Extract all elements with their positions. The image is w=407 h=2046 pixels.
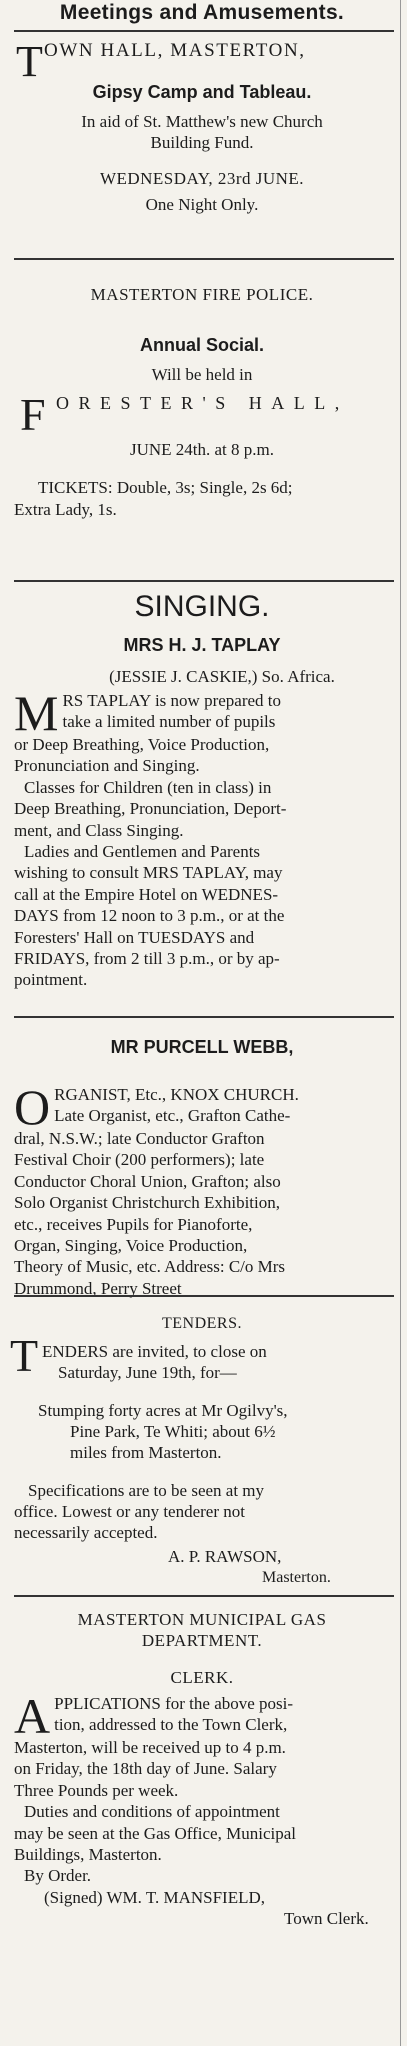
tickets-line: TICKETS: Double, 3s; Single, 2s 6d; [38,478,293,497]
ad-body [14,1688,394,1930]
tickets-line: Extra Lady, 1s. [14,500,117,519]
venue-line: ORESTER'S HALL, [56,393,349,413]
body-line: pointment. [14,970,88,990]
event-title: Gipsy Camp and Tableau. [92,82,312,102]
venue-line: OWN HALL, MASTERTON, [44,40,306,61]
body-line: Theory of Music, etc. Address: C/o Mrs [14,1257,286,1277]
signature-name: A. P. RAWSON, [168,1547,282,1566]
drop-cap: T [10,1330,39,1381]
body-line: Pronunciation and Singing. [14,756,200,776]
body-line: wishing to consult MRS TAPLAY, may [14,863,283,883]
divider [14,30,394,32]
aid-line: In aid of St. Matthew's new Church [81,112,323,131]
body-line: take a limited number of pupils [62,712,276,732]
divider [14,1595,394,1597]
body-line: Classes for Children (ten in class) in [24,777,272,797]
body-line: dral, N.S.W.; late Conductor Grafton [14,1129,265,1148]
ad-heading: SINGING. [134,590,270,623]
drop-cap: T [16,37,43,86]
tender-item: Stumping forty acres at Mr Ogilvy's, [38,1401,288,1420]
teacher-origin: (JESSIE J. CASKIE,) So. Africa. [109,667,335,686]
department-heading: DEPARTMENT. [141,1631,263,1650]
spec-line: office. Lowest or any tenderer not [14,1502,245,1521]
body-line: Festival Choir (200 performers); late [14,1150,265,1170]
signature-line: (Signed) WM. T. MANSFIELD, [44,1887,265,1907]
drop-cap: O [14,1079,51,1135]
event-date: WEDNESDAY, 23rd JUNE. [99,169,305,188]
department-heading: MASTERTON MUNICIPAL GAS [77,1610,327,1629]
teacher-name: MRS H. J. TAPLAY [123,635,281,655]
body-line: Deep Breathing, Pronunciation, Deport- [14,799,287,819]
body-line: Late Organist, etc., Grafton Cathe- [54,1106,291,1126]
body-line: may be seen at the Gas Office, Municipal [14,1823,296,1843]
body-line: Saturday, June 19th, for— [58,1363,237,1382]
body-line: Three Pounds per week. [14,1780,179,1800]
body-line: Foresters' Hall on TUESDAYS and [14,927,255,947]
body-line: on Friday, the 18th day of June. Salary [14,1759,277,1779]
body-line: Conductor Choral Union, Grafton; also [14,1171,281,1191]
aid-line: Building Fund. [150,133,254,152]
body-line: DAYS from 12 noon to 3 p.m., or at the [14,906,285,926]
organisation: MASTERTON FIRE POLICE. [90,285,314,304]
tender-item: Pine Park, Te Whiti; about 6½ [70,1422,276,1441]
body-line: FRIDAYS, from 2 till 3 p.m., or by ap- [14,949,280,969]
drop-cap: M [14,685,59,741]
body-line: tion, addressed to the Town Clerk, [54,1715,288,1735]
ad-body [14,1079,394,1299]
body-line: Drummond, Perry Street [14,1278,182,1298]
teacher-name: MR PURCELL WEBB, [110,1037,294,1057]
order-line: By Order. [24,1866,92,1886]
section-heading: Meetings and Amusements. [59,1,345,24]
divider [14,258,394,260]
body-line: RGANIST, Etc., KNOX CHURCH. [54,1085,299,1104]
signature-title: Town Clerk. [284,1909,369,1929]
advertisement-column [6,0,398,2046]
divider [14,1295,394,1297]
body-line: PPLICATIONS for the above posi- [54,1694,294,1713]
body-line: Duties and conditions of appointment [24,1802,280,1822]
body-line: or Deep Breathing, Voice Production, [14,735,270,754]
spec-line: Specifications are to be seen at my [28,1481,265,1500]
divider [14,580,394,582]
body-line: Organ, Singing, Voice Production, [14,1236,248,1256]
event-title: Annual Social. [139,335,265,355]
body-line: RS TAPLAY is now prepared to [62,691,282,710]
signature-place: Masterton. [262,1569,331,1586]
event-night: One Night Only. [145,195,259,214]
event-date: JUNE 24th. at 8 p.m. [129,440,275,459]
held-line: Will be held in [151,365,253,384]
drop-cap: F [20,389,46,440]
body-line: call at the Empire Hotel on WEDNES- [14,884,279,904]
position-heading: CLERK. [170,1668,234,1687]
drop-cap: A [14,1688,51,1744]
body-line: etc., receives Pupils for Pianoforte, [14,1214,253,1234]
body-line: ENDERS are invited, to close on [42,1342,267,1361]
body-line: Masterton, will be received up to 4 p.m. [14,1738,286,1757]
ad-heading: TENDERS. [162,1315,242,1332]
body-line: Solo Organist Christchurch Exhibition, [14,1193,281,1213]
spec-line: necessarily accepted. [14,1523,158,1542]
body-line: ment, and Class Singing. [14,820,184,840]
body-line: Buildings, Masterton. [14,1845,162,1865]
ad-body [14,685,394,991]
adjacent-column-edge [400,0,407,2046]
divider [14,1016,394,1018]
body-line: Ladies and Gentlemen and Parents [24,842,261,862]
tender-item: miles from Masterton. [70,1443,222,1462]
